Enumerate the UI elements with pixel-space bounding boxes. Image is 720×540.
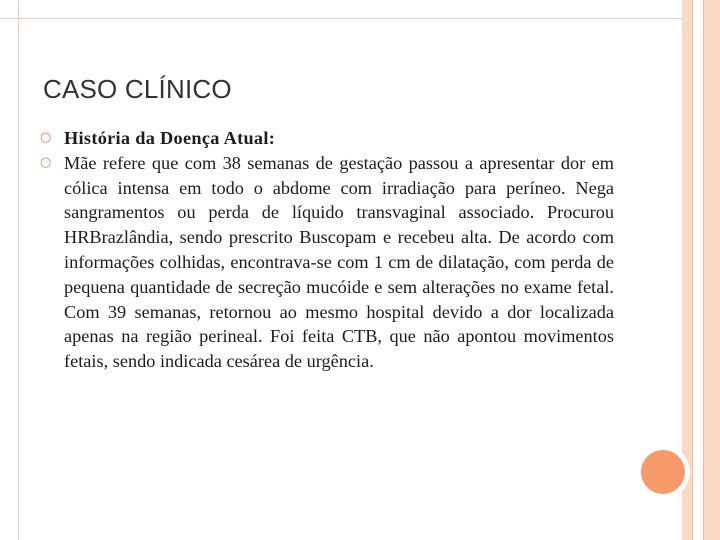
- bullet-text-body: Mãe refere que com 38 semanas de gestação passou a apresentar dor em cólica intensa em todo o abdome com irradiação para períneo. Nega sangramentos ou perda de líquido transvaginal associado. Procurou HRBrazlândia, sendo prescrito Buscopam e recebeu alta. De acordo com informações colhidas, encontrava-se com 1 cm de dilatação, com perda de pequena quantidade de secreção mucóide e sem alterações no exame fetal. Com 39 semanas, retornou ao mesmo hospital devido a dor localizada apenas na região perineal. Foi feita CTB, que não apontou movimentos fetais, sendo indicada cesárea de urgência.: [64, 152, 614, 372]
- circle-bullet-icon: ○: [40, 130, 52, 145]
- right-decorative-stripe: [692, 0, 704, 540]
- slide-content: [40, 126, 614, 374]
- bullet-item-body: [40, 151, 614, 374]
- circle-bullet-icon: ○: [40, 154, 52, 170]
- bullet-item-heading: [40, 126, 614, 151]
- decorative-circle: [641, 450, 685, 494]
- slide-title: CASO CLÍNICO: [43, 74, 232, 104]
- bullet-text-heading: História da Doença Atual:: [64, 128, 276, 148]
- frame-top-line: [0, 18, 682, 19]
- frame-left-line: [18, 0, 19, 540]
